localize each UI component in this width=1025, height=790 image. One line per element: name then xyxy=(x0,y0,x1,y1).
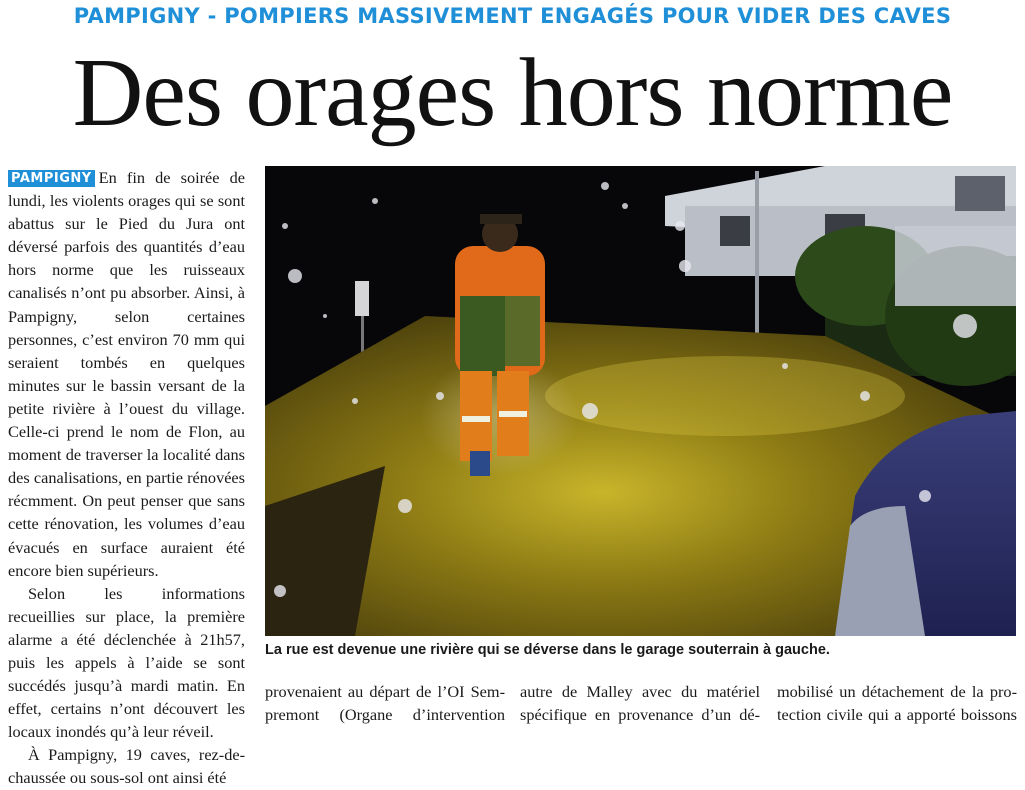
headline: Des orages hors norme xyxy=(72,39,953,147)
paragraph-2: Selon les informations recueillies sur place, la première alarme a été déclenchée à 21h57, puis les appels à l’aide se sont succédés jusqu’à mardi matin. En effet, certains n’ont découvert les locaux inondés qu’à leur réveil. xyxy=(8,583,245,742)
column-3-line: spécifique en provenance d’un dé- xyxy=(520,705,760,725)
column-2-line: premont (Organe d’intervention xyxy=(265,705,505,725)
paragraph-1 xyxy=(8,166,245,582)
location-tag: PAMPIGNY xyxy=(8,170,95,187)
paragraph-1-text: En fin de soirée de lundi, les violents orages qui se sont abattus sur le Pied du Jura ont déversé parfois des quantités d’eau hors norme que les ruisseaux canalisés n’ont pu absorber. Ainsi, à Pampigny, selon certaines personnes, c’est environ 70 mm qui seraient tombés en quelques minutes sur le bassin versant de la petite rivière à l’ouest du village. Celle-ci prend le nom de Flon, au moment de traverser la localité dans des canalisations, en partie rénovées récmment. On peut penser que sans cette rénovation, les volumes d’eau évacués en surface auraient été encore bien supérieurs. xyxy=(8,168,245,580)
flooded-street-photo xyxy=(265,166,1016,636)
column-4-line: tection civile qui a apporté boissons xyxy=(777,705,1017,725)
paragraph-3: À Pampigny, 19 caves, rez-de-chaussée ou sous-sol ont ainsi été xyxy=(8,745,245,788)
article-column-3 xyxy=(520,680,760,726)
column-3-line: autre de Malley avec du matériel xyxy=(520,682,760,701)
article-column-4 xyxy=(777,680,1017,726)
photo-caption: La rue est devenue une rivière qui se déverse dans le garage souterrain à gauche. xyxy=(265,642,830,658)
kicker: PAMPIGNY - POMPIERS MASSIVEMENT ENGAGÉS POUR VIDER DES CAVES xyxy=(73,4,952,28)
article-column-1 xyxy=(8,166,245,790)
column-4-line: mobilisé un détachement de la pro- xyxy=(777,682,1017,701)
article-column-2 xyxy=(265,680,505,726)
column-2-line: provenaient au départ de l’OI Sem- xyxy=(265,682,505,701)
